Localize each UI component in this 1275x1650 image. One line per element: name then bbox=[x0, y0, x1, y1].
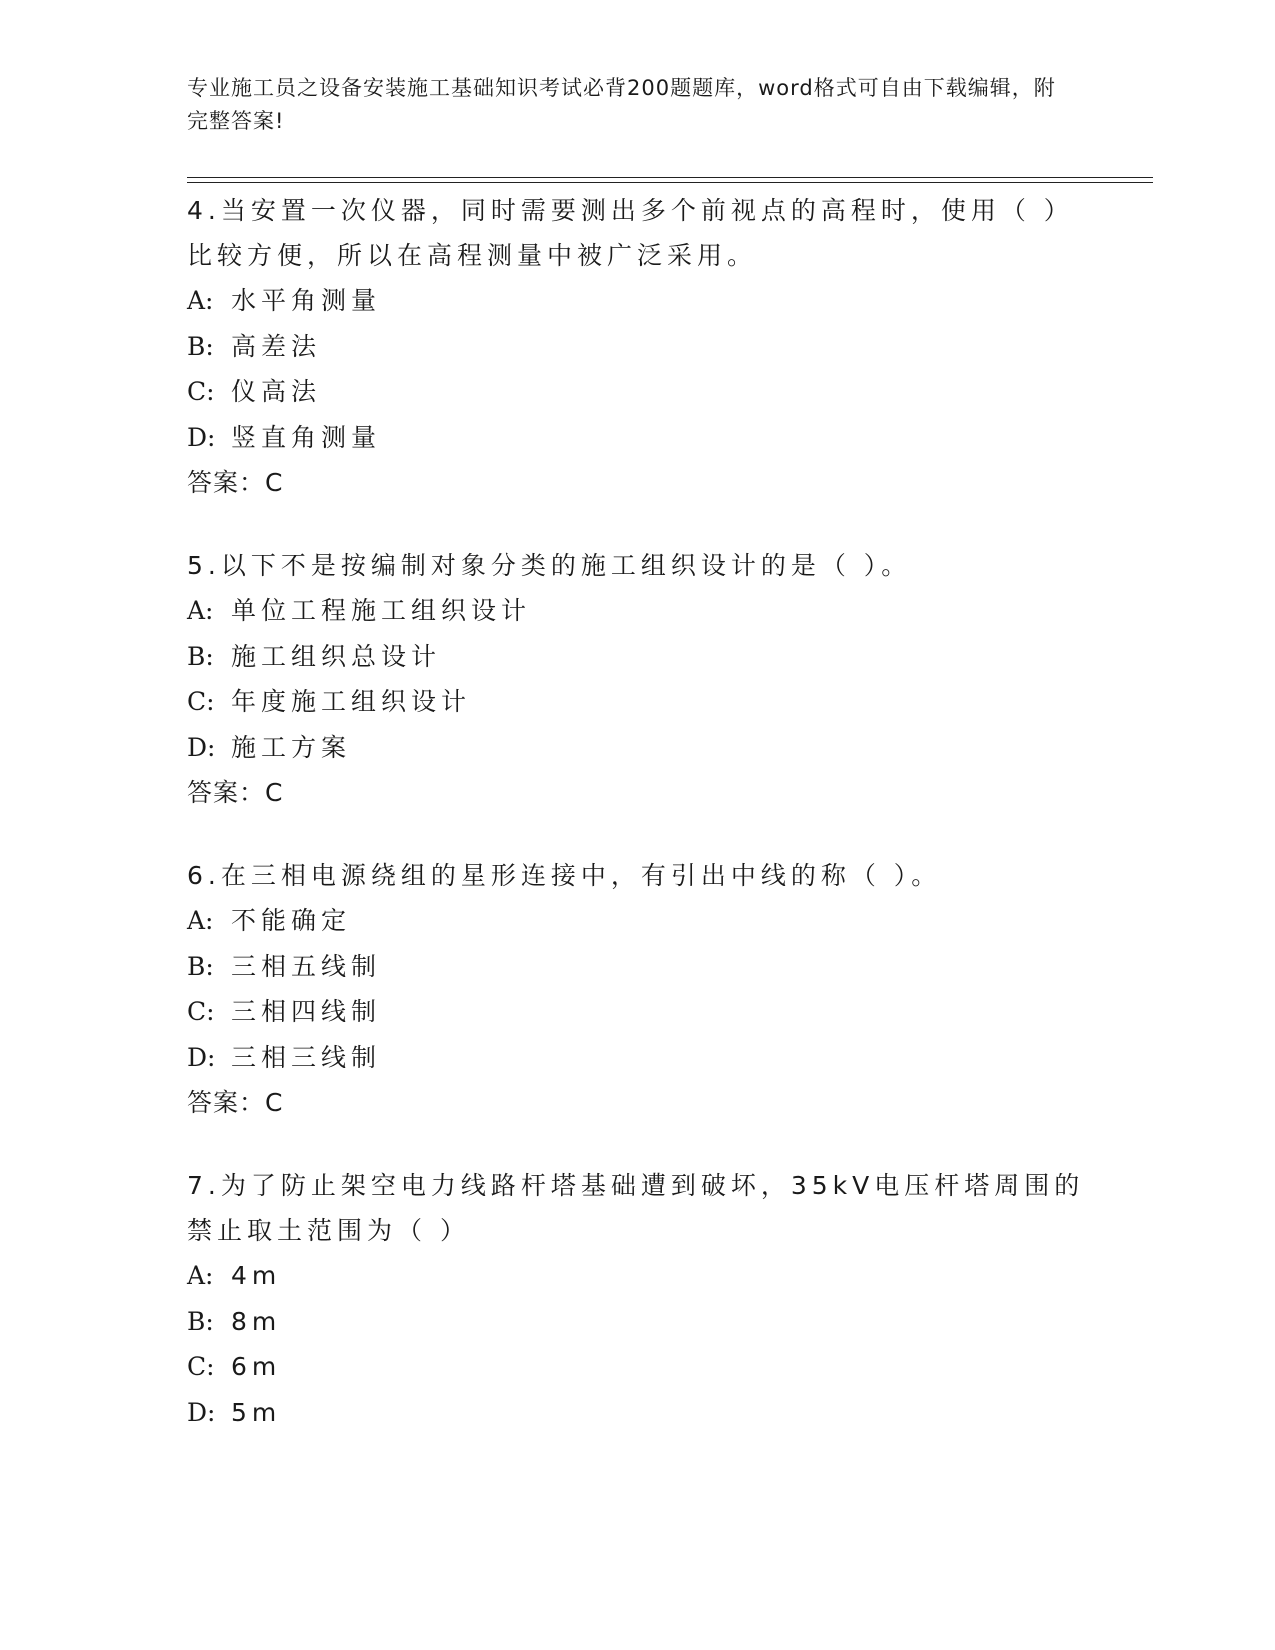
option-letter: A: bbox=[187, 906, 214, 935]
question-4 bbox=[187, 188, 1087, 505]
option-text: 6m bbox=[231, 1352, 282, 1381]
document-title: 专业施工员之设备安装施工基础知识考试必背200题题库，word格式可自由下载编辑，附完整答案! bbox=[187, 76, 1056, 133]
question-list bbox=[187, 188, 1087, 1473]
option-d bbox=[187, 415, 1087, 461]
answer-label: 答案： bbox=[187, 778, 266, 807]
answer-line bbox=[187, 1080, 1087, 1125]
option-c bbox=[187, 679, 1087, 725]
question-6 bbox=[187, 853, 1087, 1125]
option-letter: D: bbox=[187, 422, 216, 452]
question-7 bbox=[187, 1163, 1087, 1435]
option-letter: A: bbox=[187, 1261, 214, 1290]
option-letter: D: bbox=[187, 1397, 216, 1427]
option-text: 年度施工组织设计 bbox=[231, 687, 472, 716]
option-text: 5m bbox=[231, 1397, 282, 1427]
option-letter: D: bbox=[187, 732, 216, 762]
option-text: 三相五线制 bbox=[231, 951, 382, 981]
option-text: 仪高法 bbox=[231, 377, 322, 406]
option-letter: B: bbox=[187, 1306, 214, 1336]
option-letter: B: bbox=[187, 951, 214, 981]
option-c bbox=[187, 1344, 1087, 1390]
option-text: 高差法 bbox=[231, 331, 322, 361]
option-a bbox=[187, 588, 1087, 634]
option-letter: A: bbox=[187, 286, 214, 315]
question-stem: 6.在三相电源绕组的星形连接中，有引出中线的称（ ）。 bbox=[187, 861, 942, 890]
question-stem: 4.当安置一次仪器，同时需要测出多个前视点的高程时，使用（ ）比较方便，所以在高程测量中被广泛采用。 bbox=[187, 196, 1074, 270]
option-d bbox=[187, 1390, 1087, 1436]
option-text: 施工组织总设计 bbox=[231, 641, 442, 671]
header-divider-bottom bbox=[187, 182, 1153, 183]
option-letter: B: bbox=[187, 641, 214, 671]
answer-value: C bbox=[265, 778, 284, 807]
option-text: 单位工程施工组织设计 bbox=[231, 596, 532, 625]
option-text: 竖直角测量 bbox=[231, 422, 382, 452]
option-letter: D: bbox=[187, 1042, 216, 1072]
answer-label: 答案： bbox=[187, 1088, 266, 1117]
option-d bbox=[187, 1035, 1087, 1081]
question-stem: 7.为了防止架空电力线路杆塔基础遭到破坏，35kV电压杆塔周围的禁止取土范围为（ ） bbox=[187, 1171, 1085, 1245]
question-stem: 5.以下不是按编制对象分类的施工组织设计的是（ ）。 bbox=[187, 551, 912, 580]
answer-line bbox=[187, 460, 1087, 505]
option-text: 水平角测量 bbox=[231, 286, 382, 315]
option-b bbox=[187, 324, 1087, 370]
option-d bbox=[187, 725, 1087, 771]
answer-line bbox=[187, 770, 1087, 815]
option-text: 8m bbox=[231, 1306, 282, 1336]
option-letter: C: bbox=[187, 1352, 215, 1381]
option-b bbox=[187, 634, 1087, 680]
option-letter: A: bbox=[187, 596, 214, 625]
header-divider-top bbox=[187, 177, 1153, 178]
option-c bbox=[187, 989, 1087, 1035]
option-text: 4m bbox=[231, 1261, 282, 1290]
option-letter: C: bbox=[187, 377, 215, 406]
option-text: 三相四线制 bbox=[231, 997, 382, 1026]
option-a bbox=[187, 278, 1087, 324]
option-letter: C: bbox=[187, 997, 215, 1026]
option-text: 不能确定 bbox=[231, 906, 352, 935]
answer-label: 答案： bbox=[187, 468, 266, 497]
answer-value: C bbox=[265, 1088, 284, 1117]
option-b bbox=[187, 1299, 1087, 1345]
option-a bbox=[187, 1253, 1087, 1299]
option-letter: C: bbox=[187, 687, 215, 716]
option-text: 施工方案 bbox=[231, 732, 352, 762]
option-letter: B: bbox=[187, 331, 214, 361]
question-5 bbox=[187, 543, 1087, 815]
option-c bbox=[187, 369, 1087, 415]
option-a bbox=[187, 898, 1087, 944]
answer-value: C bbox=[265, 468, 284, 497]
option-b bbox=[187, 944, 1087, 990]
document-header bbox=[187, 72, 1067, 138]
option-text: 三相三线制 bbox=[231, 1042, 382, 1072]
